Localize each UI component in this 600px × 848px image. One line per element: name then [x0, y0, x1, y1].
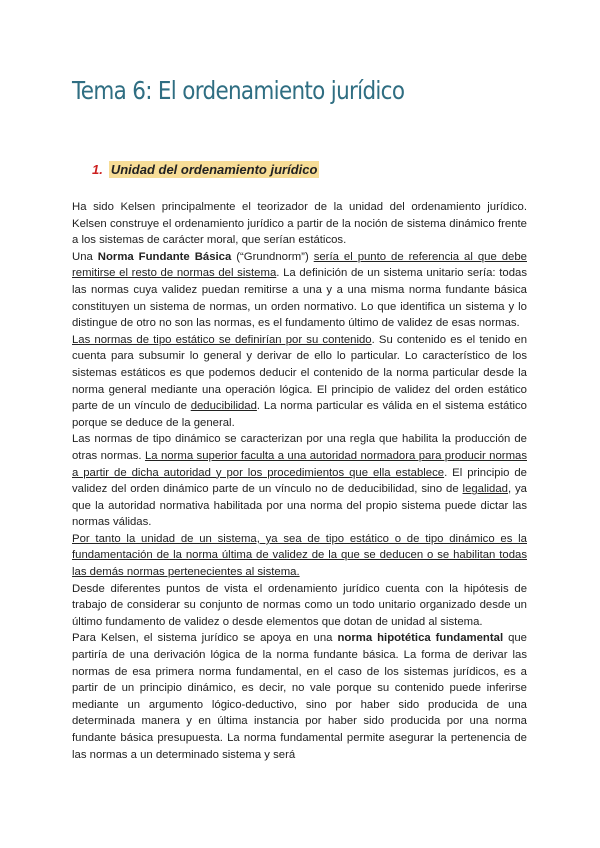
bold-term: Norma Fundante Básica — [97, 250, 232, 263]
paragraph — [72, 199, 527, 249]
paragraph — [72, 332, 527, 432]
text-run: Ha sido Kelsen principalmente el teorizador de la unidad del ordenamiento jurídico. Kelsen construye el ordenamiento jurídico a partir de la noción de sistema dinámico frente a los sistemas de carácter moral, que serían estáticos. — [72, 201, 527, 247]
bold-term: norma hipotética fundamental — [337, 632, 504, 645]
section-number: 1. — [92, 162, 103, 177]
paragraph — [72, 630, 527, 763]
text-run: . Su contenido es el tenido en cuenta para subsumir lo general y derivar de ello lo particular. Lo característico de los sistemas estáticos es que podemos deducir el contenido de la norma particular desde la norma general mediante una operación lógica. El principio de validez del orden estático parte de un vínculo de — [72, 333, 528, 413]
text-run: Las normas de tipo dinámico se caracterizan por una regla que habilita la producción de otras normas. — [72, 433, 527, 462]
underlined-text: Por tanto la unidad de un sistema, ya sea de tipo estático o de tipo dinámico es la fundamentación de la norma última de validez de la que se deducen o se habilitan todas las demás normas pertenecientes al sistema. — [72, 532, 527, 579]
body-text — [72, 199, 527, 763]
text-run: . La norma particular es válida en el sistema estático porque se deduce de la general. — [72, 400, 527, 429]
text-run: Para Kelsen, el sistema jurídico se apoya en una — [72, 632, 338, 645]
paragraph — [72, 249, 527, 332]
text-run: Desde diferentes puntos de vista el ordenamiento jurídico cuenta con la hipótesis de trabajo de considerar su conjunto de normas como un todo unitario organizado desde un último fundamento de validez o desde elementos que dotan de unidad al sistema. — [72, 582, 527, 628]
document-title: Tema 6: El ordenamiento jurídico — [72, 76, 405, 105]
text-run: . El principio de validez del orden dinámico parte de un vínculo no de deducibilidad, sino de — [72, 466, 527, 496]
underlined-text: deducibilidad — [190, 400, 257, 413]
paragraph — [72, 581, 527, 631]
text-run: . La definición de un sistema unitario sería: todas las normas cuya validez puedan remitirse a una y a una misma norma fundante básica constituyen un sistema de normas, un orden normativo. Lo que identifica un sistema y lo distingue de otro no son las normas, es el fundamento último de validez de esas normas. — [72, 267, 527, 330]
underlined-text: Las normas de tipo estático se definirían por su contenido — [72, 333, 372, 346]
section-heading — [92, 160, 319, 180]
section-title: Unidad del ordenamiento jurídico — [110, 162, 318, 177]
text-run: (“Grundnorm”) — [231, 250, 314, 263]
paragraph — [72, 431, 527, 531]
text-run: Una — [72, 250, 98, 263]
text-run: que partiría de una derivación lógica de la norma fundante básica. La forma de derivar las normas de esa primera norma fundamental, en el caso de los sistemas jurídicos, es a partir de un principio dinámico, es decir, no vale porque su contenido puede inferirse mediante un argumento lógico-deductivo, sino por haber sido producida de una determinada manera y en última instancia por haber sido producida por una norma fundante básica presupuesta. La norma fundamental permite asegurar la pertenencia de las normas a un determinado sistema y será — [72, 632, 527, 761]
text-run: , ya que la autoridad normativa habilitada por una norma del propio sistema puede dictar las normas válidas. — [72, 483, 527, 529]
underlined-text: La norma superior faculta a una autoridad normadora para producir normas a partir de dicha autoridad y por los procedimientos que ella establece — [72, 449, 527, 479]
underlined-text: sería el punto de referencia al que debe remitirse el resto de normas del sistema — [72, 250, 527, 280]
underlined-text: legalidad — [462, 483, 508, 496]
paragraph — [72, 531, 527, 581]
